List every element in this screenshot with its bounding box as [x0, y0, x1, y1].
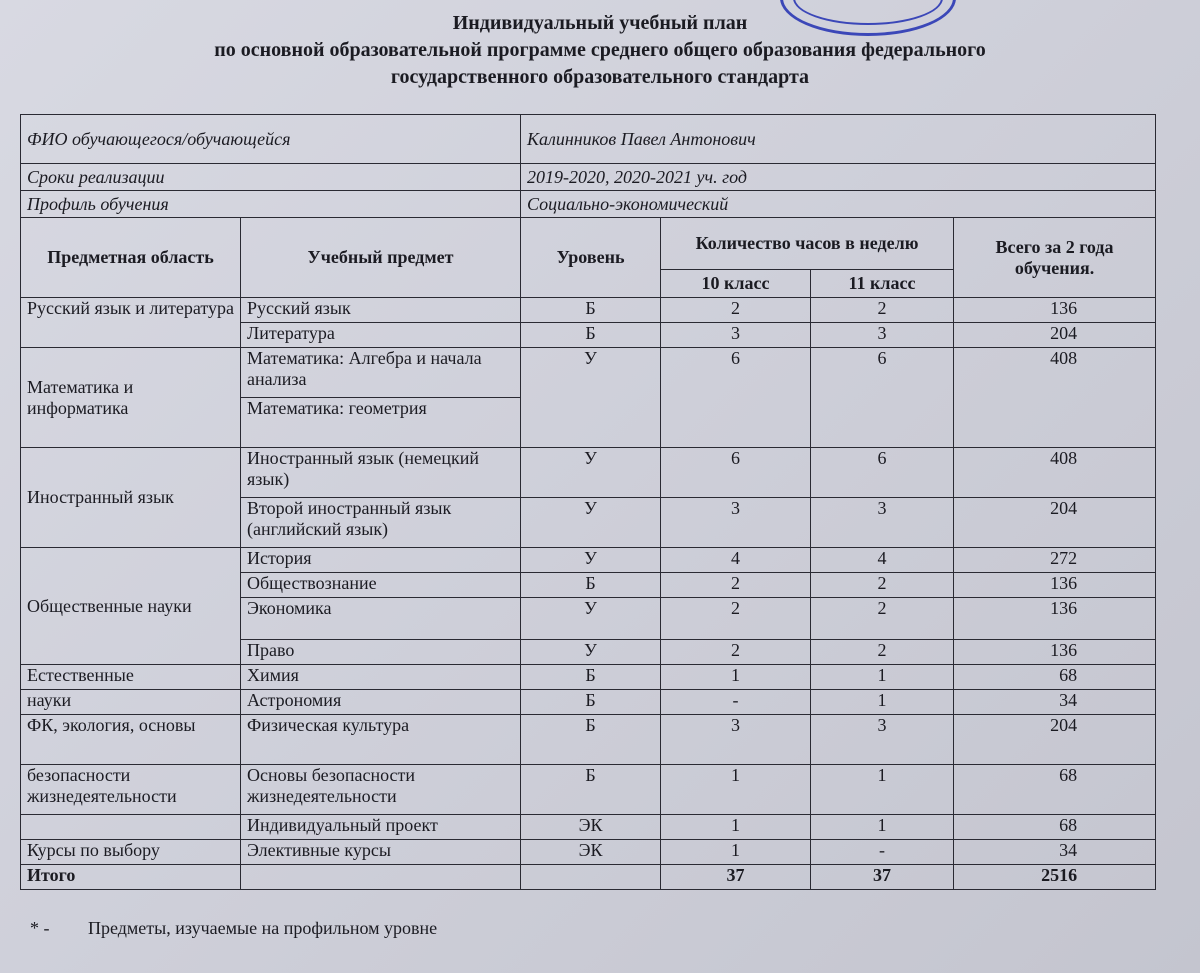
header-total: Всего за 2 года обучения. [954, 218, 1156, 298]
header-level: Уровень [521, 218, 661, 298]
grade11-cell: 2 [811, 640, 954, 665]
level-cell: У [521, 598, 661, 640]
totals-label: Итого [21, 865, 241, 890]
grade11-cell: 1 [811, 665, 954, 690]
table-row [21, 765, 1156, 815]
total-cell: 204 [954, 715, 1156, 765]
header-row [21, 218, 1156, 270]
grade11-cell: 6 [811, 348, 954, 448]
total-cell: 204 [954, 498, 1156, 548]
table-row [21, 690, 1156, 715]
grade11-cell: 3 [811, 715, 954, 765]
grade10-cell: 2 [661, 640, 811, 665]
plan-block [21, 218, 1156, 890]
grade10-cell: 1 [661, 840, 811, 865]
subject-cell: Иностранный язык (немецкий язык) [241, 448, 521, 498]
level-cell: ЭК [521, 840, 661, 865]
subject-cell: Элективные курсы [241, 840, 521, 865]
subject-cell: Математика: геометрия [241, 398, 521, 448]
subject-cell: Астрономия [241, 690, 521, 715]
grade11-cell: 3 [811, 498, 954, 548]
grade10-cell: 2 [661, 598, 811, 640]
table-row [21, 665, 1156, 690]
total-cell: 34 [954, 690, 1156, 715]
table-row [21, 348, 1156, 398]
total-cell: 136 [954, 298, 1156, 323]
profile-label: Профиль обучения [21, 191, 521, 218]
period-label: Сроки реализации [21, 164, 521, 191]
total-cell: 408 [954, 348, 1156, 448]
info-row-name [21, 115, 1156, 164]
area-cell: Математика и информатика [21, 348, 241, 448]
totals-grade10: 37 [661, 865, 811, 890]
total-cell: 136 [954, 573, 1156, 598]
total-cell: 408 [954, 448, 1156, 498]
area-cell: безопасности жизнедеятельности [21, 765, 241, 815]
subject-cell: Право [241, 640, 521, 665]
subject-cell: Экономика [241, 598, 521, 640]
info-block [21, 115, 1156, 218]
grade10-cell: 3 [661, 323, 811, 348]
title-line-1: Индивидуальный учебный план [452, 12, 748, 34]
level-cell: У [521, 348, 661, 448]
table-row [21, 448, 1156, 498]
totals-grade11: 37 [811, 865, 954, 890]
grade11-cell: 2 [811, 573, 954, 598]
totals-total: 2516 [954, 865, 1156, 890]
subject-cell: История [241, 548, 521, 573]
grade10-cell: 6 [661, 348, 811, 448]
subject-cell: Литература [241, 323, 521, 348]
table-row [21, 840, 1156, 865]
grade11-cell: 2 [811, 298, 954, 323]
grade11-cell: 3 [811, 323, 954, 348]
level-cell: У [521, 448, 661, 498]
period-value: 2019-2020, 2020-2021 уч. год [521, 164, 1156, 191]
title-line-3: государственного образовательного стандарта [390, 66, 810, 88]
grade11-cell: 4 [811, 548, 954, 573]
totals-row [21, 865, 1156, 890]
subject-cell: Обществознание [241, 573, 521, 598]
level-cell: У [521, 640, 661, 665]
header-area: Предметная область [21, 218, 241, 298]
info-row-profile [21, 191, 1156, 218]
grade10-cell: 1 [661, 815, 811, 840]
level-cell: Б [521, 573, 661, 598]
total-cell: 34 [954, 840, 1156, 865]
level-cell: Б [521, 665, 661, 690]
grade11-cell: 1 [811, 690, 954, 715]
area-cell: Русский язык и литература [21, 298, 241, 348]
grade10-cell: 1 [661, 765, 811, 815]
grade11-cell: - [811, 840, 954, 865]
table-row [21, 298, 1156, 323]
total-cell: 68 [954, 765, 1156, 815]
table-row [21, 715, 1156, 765]
profile-value: Социально-экономический [521, 191, 1156, 218]
grade11-cell: 1 [811, 815, 954, 840]
area-cell: Общественные науки [21, 548, 241, 665]
level-cell: Б [521, 765, 661, 815]
subject-cell: Химия [241, 665, 521, 690]
grade10-cell: 2 [661, 298, 811, 323]
grade10-cell: 4 [661, 548, 811, 573]
total-cell: 136 [954, 598, 1156, 640]
grade10-cell: 2 [661, 573, 811, 598]
footnote-text: Предметы, изучаемые на профильном уровне [88, 918, 438, 938]
subject-cell: Основы безопасности жизнедеятельности [241, 765, 521, 815]
area-cell: Иностранный язык [21, 448, 241, 548]
info-row-period [21, 164, 1156, 191]
grade10-cell: 1 [661, 665, 811, 690]
title-line-2: по основной образовательной программе среднего общего образования федерального [214, 39, 986, 61]
totals-subject-empty [241, 865, 521, 890]
subject-cell: Математика: Алгебра и начала анализа [241, 348, 521, 398]
area-cell: Курсы по выбору [21, 840, 241, 865]
grade10-cell: 6 [661, 448, 811, 498]
name-value: Калинников Павел Антонович [521, 115, 1156, 164]
level-cell: У [521, 548, 661, 573]
level-cell: Б [521, 715, 661, 765]
subject-cell: Индивидуальный проект [241, 815, 521, 840]
level-cell: У [521, 498, 661, 548]
table-row [21, 815, 1156, 840]
header-grade-10: 10 класс [661, 270, 811, 298]
level-cell: Б [521, 298, 661, 323]
header-hours: Количество часов в неделю [661, 218, 954, 270]
total-cell: 136 [954, 640, 1156, 665]
area-cell-empty [21, 815, 241, 840]
grade11-cell: 6 [811, 448, 954, 498]
area-cell: науки [21, 690, 241, 715]
grade10-cell: - [661, 690, 811, 715]
grade10-cell: 3 [661, 498, 811, 548]
area-cell: ФК, экология, основы [21, 715, 241, 765]
subject-cell: Русский язык [241, 298, 521, 323]
subject-cell: Физическая культура [241, 715, 521, 765]
totals-level-empty [521, 865, 661, 890]
curriculum-table [20, 114, 1156, 890]
total-cell: 68 [954, 665, 1156, 690]
grade10-cell: 3 [661, 715, 811, 765]
total-cell: 272 [954, 548, 1156, 573]
area-cell: Естественные [21, 665, 241, 690]
footnote [30, 918, 437, 939]
grade11-cell: 2 [811, 598, 954, 640]
footnote-mark: * - [30, 918, 50, 938]
total-cell: 204 [954, 323, 1156, 348]
total-cell: 68 [954, 815, 1156, 840]
level-cell: Б [521, 690, 661, 715]
table-row [21, 548, 1156, 573]
level-cell: ЭК [521, 815, 661, 840]
header-subject: Учебный предмет [241, 218, 521, 298]
grade11-cell: 1 [811, 765, 954, 815]
document-title [0, 10, 1200, 91]
name-label: ФИО обучающегося/обучающейся [21, 115, 521, 164]
subject-cell: Второй иностранный язык (английский язык) [241, 498, 521, 548]
level-cell: Б [521, 323, 661, 348]
header-grade-11: 11 класс [811, 270, 954, 298]
